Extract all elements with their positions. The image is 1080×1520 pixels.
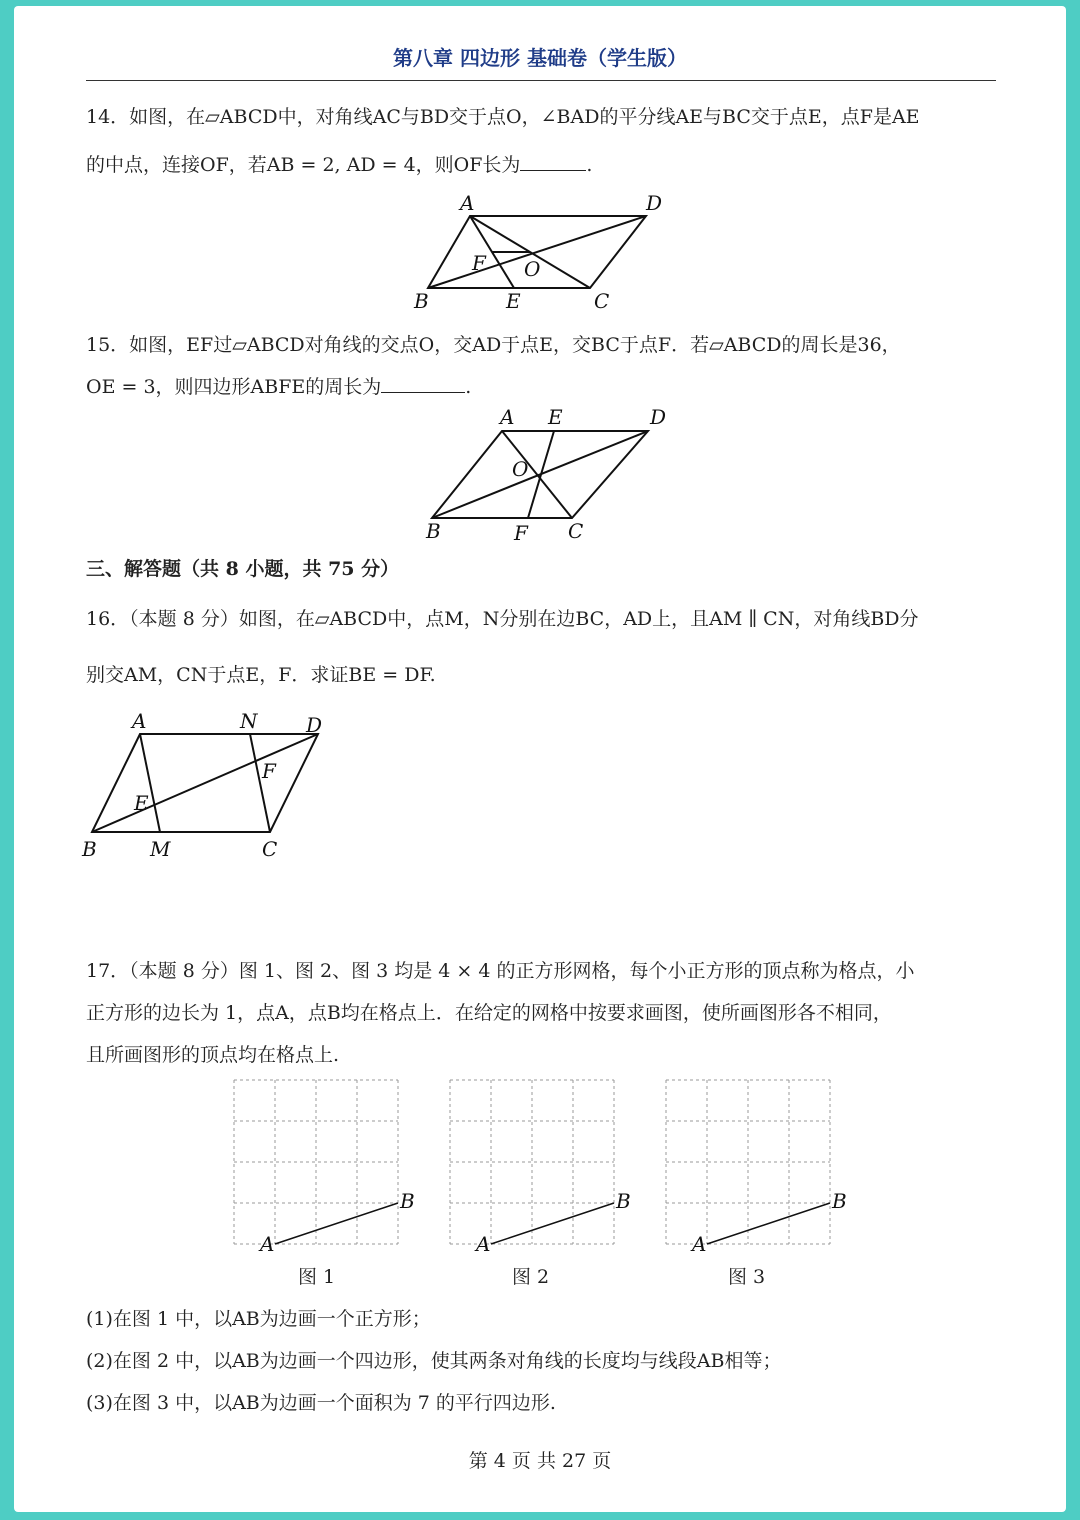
q14-line1: 14．如图，在▱ABCD中，对角线AC与BD交于点O，∠BAD的平分线AE与BC交于点E，点F是AE xyxy=(86,106,920,128)
q16-label-b: B xyxy=(82,837,97,861)
q15-label-d: D xyxy=(650,405,667,429)
q15-answer-blank[interactable] xyxy=(381,376,465,393)
grid-figure-2[interactable] xyxy=(436,1074,636,1254)
q16-segment-cn xyxy=(250,734,270,832)
q15-label-o: O xyxy=(512,457,529,481)
grid3-label-b: B xyxy=(832,1189,847,1213)
q15-label-b: B xyxy=(426,519,441,543)
grid2-label-b: B xyxy=(616,1189,631,1213)
page-footer: 第 4 页 共 27 页 xyxy=(468,1450,612,1472)
grid2-segment-ab xyxy=(491,1203,614,1244)
grid2-caption: 图 2 xyxy=(512,1266,550,1288)
q16-line2: 别交AM，CN于点E，F．求证BE = DF. xyxy=(86,664,436,686)
q15-line2-wrap xyxy=(86,372,471,399)
q14-figure xyxy=(410,188,690,312)
grid-figure-3[interactable] xyxy=(652,1074,852,1254)
worksheet-page xyxy=(14,6,1066,1512)
q14-label-b: B xyxy=(414,289,429,312)
q14-label-e: E xyxy=(506,289,521,312)
q14-line2-wrap xyxy=(86,150,592,177)
q14-answer-blank[interactable] xyxy=(520,154,586,171)
q14-label-c: C xyxy=(594,289,610,312)
section-heading: 三、解答题（共 8 小题，共 75 分） xyxy=(86,558,400,580)
q14-label-a: A xyxy=(460,191,475,215)
q16-label-c: C xyxy=(262,837,278,861)
grid1-segment-ab xyxy=(275,1203,398,1244)
q15-line2: OE = 3，则四边形ABFE的周长为 xyxy=(86,376,382,398)
q16-label-a: A xyxy=(132,709,147,733)
q15-label-a: A xyxy=(500,405,515,429)
q16-label-d: D xyxy=(306,713,323,737)
q15-segment-ef xyxy=(528,431,554,518)
q14-label-d: D xyxy=(646,191,663,215)
q15-end: . xyxy=(465,376,472,398)
q16-line1: 16．（本题 8 分）如图，在▱ABCD中，点M，N分别在边BC，AD上，且AM ∥ CN，对角线BD分 xyxy=(86,608,919,630)
q17-task2: (2)在图 2 中，以AB为边画一个四边形，使其两条对角线的长度均与线段AB相等； xyxy=(86,1350,782,1372)
page-title: 第八章 四边形 基础卷（学生版） xyxy=(393,46,687,70)
q17-line3: 且所画图形的顶点均在格点上. xyxy=(86,1044,340,1066)
q17-line2: 正方形的边长为 1，点A，点B均在格点上．在给定的网格中按要求画图，使所画图形各不相同， xyxy=(86,1002,892,1024)
q14-end: . xyxy=(586,154,593,176)
q16-label-e: E xyxy=(134,791,149,815)
grid2-label-a: A xyxy=(476,1232,491,1254)
q16-figure xyxy=(78,702,348,864)
q16-label-n: N xyxy=(240,709,258,733)
q16-diagonal-bd xyxy=(92,734,318,832)
q17-task1: (1)在图 1 中，以AB为边画一个正方形； xyxy=(86,1308,431,1330)
grid-figure-1[interactable] xyxy=(220,1074,420,1254)
q15-label-e: E xyxy=(548,405,563,429)
q15-label-f: F xyxy=(514,521,528,544)
q17-line1: 17．（本题 8 分）图 1、图 2、图 3 均是 4 × 4 的正方形网格，每个小正方形的顶点称为格点，小 xyxy=(86,960,915,982)
grid3-caption: 图 3 xyxy=(728,1266,766,1288)
header-divider xyxy=(86,80,996,81)
q15-figure xyxy=(418,404,678,544)
grid3-segment-ab xyxy=(707,1203,830,1244)
q14-label-f: F xyxy=(472,251,486,275)
grid1-label-a: A xyxy=(260,1232,275,1254)
q14-line2: 的中点，连接OF，若AB = 2, AD = 4，则OF长为 xyxy=(86,154,521,176)
q16-label-f: F xyxy=(262,759,276,783)
q17-task3: (3)在图 3 中，以AB为边画一个面积为 7 的平行四边形. xyxy=(86,1392,556,1414)
grid1-caption: 图 1 xyxy=(298,1266,336,1288)
q15-label-c: C xyxy=(568,519,584,543)
grid3-label-a: A xyxy=(692,1232,707,1254)
q14-label-o: O xyxy=(524,257,541,281)
q16-segment-am xyxy=(140,734,160,832)
q15-line1: 15．如图，EF过▱ABCD对角线的交点O，交AD于点E，交BC于点F．若▱ABCD的周长是36， xyxy=(86,334,901,356)
q16-label-m: M xyxy=(150,837,171,861)
grid1-label-b: B xyxy=(400,1189,415,1213)
